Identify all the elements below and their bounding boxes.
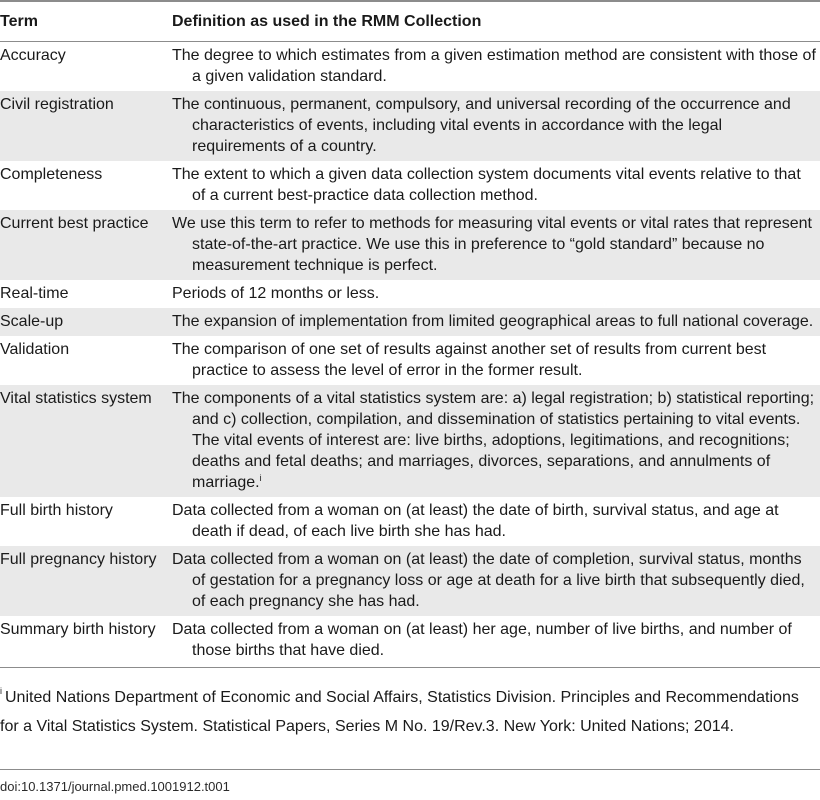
table-row: [0, 497, 820, 546]
term-cell: Real-time: [0, 285, 69, 302]
term-cell: Vital statistics system: [0, 385, 172, 497]
definition-cell: The degree to which estimates from a given estimation method are consistent with those of a given validation standard.: [172, 47, 816, 85]
table-row: [0, 280, 820, 308]
table-row: [0, 336, 820, 385]
header-term: Term: [0, 4, 172, 42]
table-row: [0, 616, 820, 668]
term-cell: Full birth history: [0, 502, 113, 519]
term-cell: Current best practice: [0, 210, 172, 280]
definition-text: The components of a vital statistics system are: a) legal registration; b) statistical reporting; and c) collection, compilation, and dissemination of statistics pertaining to vital events. The vital events of interest are: live births, adoptions, legitimations, and recognitions; deaths and fetal deaths; and marriages, divorces, separations, and annulments of marriage.: [172, 390, 815, 491]
term-cell: Validation: [0, 341, 70, 358]
bottom-rule: [0, 769, 820, 770]
definition-cell: Data collected from a woman on (at least) the date of birth, survival status, and age at death if dead, of each live birth she has had.: [172, 502, 779, 540]
term-cell: Accuracy: [0, 47, 66, 64]
top-rule: [0, 0, 820, 2]
definition-cell: Data collected from a woman on (at least) her age, number of live births, and number of those births that have died.: [172, 616, 820, 668]
table-row: [0, 42, 820, 92]
definition-cell: The expansion of implementation from limited geographical areas to full national coverage.: [172, 308, 820, 336]
table-row: [0, 385, 820, 497]
term-cell: Scale-up: [0, 308, 172, 336]
definition-cell: Data collected from a woman on (at least) the date of completion, survival status, months of gestation for a pregnancy loss or age at death for a live birth that subsequently died, of each pregnancy she has had.: [172, 546, 820, 616]
footnote-label: i: [0, 686, 2, 696]
table-footnote: [0, 683, 820, 741]
definition-cell: The comparison of one set of results against another set of results from current best practice to assess the level of error in the former result.: [172, 341, 767, 379]
table-row: [0, 161, 820, 210]
term-cell: Completeness: [0, 166, 103, 183]
definition-cell: We use this term to refer to methods for measuring vital events or vital rates that represent state-of-the-art practice. We use this in preference to “gold standard” because no measurement technique is perfect.: [172, 210, 820, 280]
definitions-table: [0, 4, 820, 668]
table-row: [0, 546, 820, 616]
definition-cell: Periods of 12 months or less.: [172, 285, 380, 302]
table-header-row: [0, 4, 820, 42]
table-row: [0, 308, 820, 336]
header-definition: Definition as used in the RMM Collection: [172, 4, 820, 42]
term-cell: Summary birth history: [0, 616, 172, 668]
table-row: [0, 210, 820, 280]
definition-cell: [172, 385, 820, 497]
term-cell: Full pregnancy history: [0, 546, 172, 616]
footnote-marker: i: [259, 473, 262, 483]
definition-cell: The extent to which a given data collection system documents vital events relative to that of a current best-practice data collection method.: [172, 166, 801, 204]
definition-cell: The continuous, permanent, compulsory, and universal recording of the occurrence and characteristics of events, including vital events in accordance with the legal requirements of a country.: [172, 91, 820, 161]
footnote-text: United Nations Department of Economic and Social Affairs, Statistics Division. Principles and Recommendations for a Vital Statistics System. Statistical Papers, Series M No. 19/Rev.3. New York: United Nations; 2014.: [0, 689, 799, 735]
table-row: [0, 91, 820, 161]
doi-label: doi:10.1371/journal.pmed.1001912.t001: [0, 779, 230, 794]
term-cell: Civil registration: [0, 91, 172, 161]
